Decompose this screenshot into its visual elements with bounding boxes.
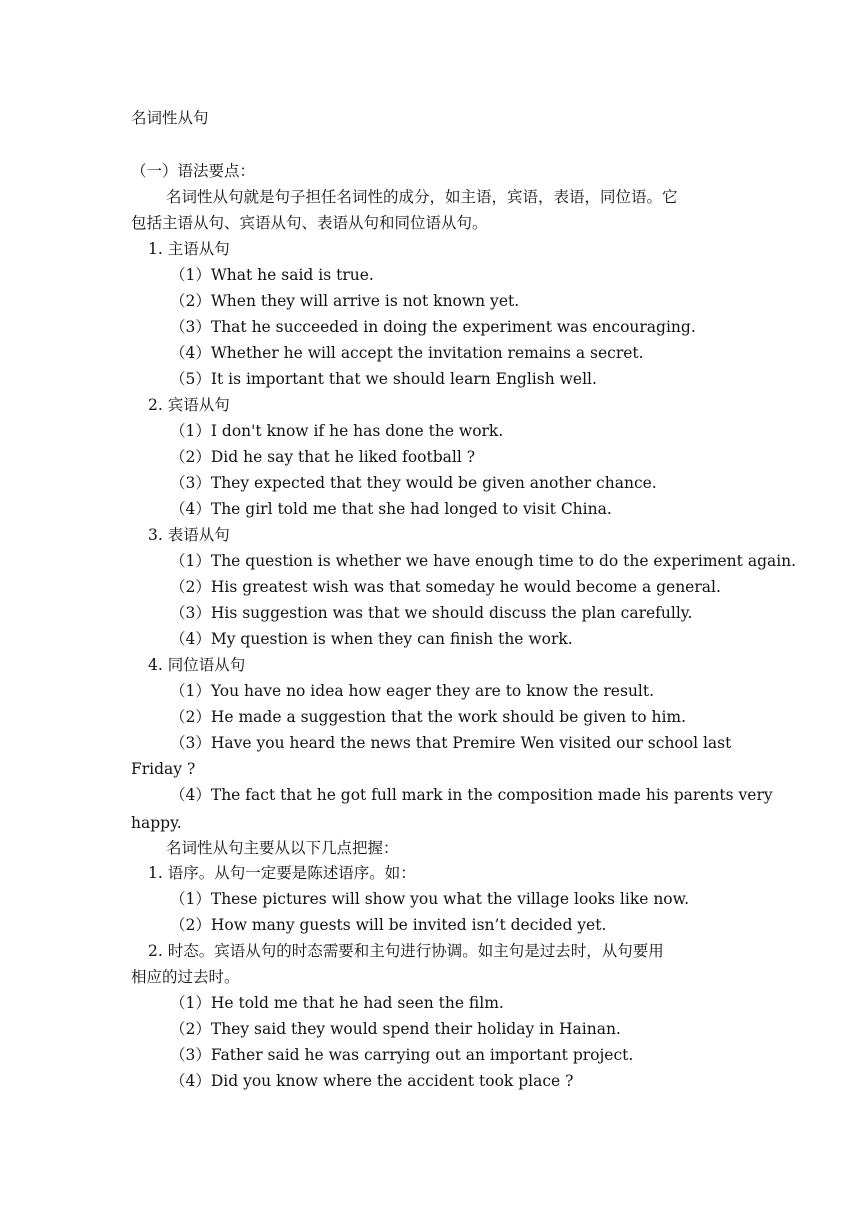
subject-clause-heading: 1. 主语从句	[148, 240, 230, 258]
tense-heading: 2. 时态。宾语从句的时态需要和主句进行协调。如主句是过去时，从句要用	[148, 942, 664, 960]
example-sentence: （3）They expected that they would be given another chance.	[170, 474, 657, 492]
example-sentence: （4）Whether he will accept the invitation remains a secret.	[170, 344, 644, 362]
document-title: 名词性从句	[131, 109, 209, 127]
example-sentence: （2）His greatest wish was that someday he would become a general.	[170, 578, 721, 596]
tense-heading-continuation: 相应的过去时。	[131, 968, 240, 986]
example-sentence: （1）You have no idea how eager they are to know the result.	[170, 682, 655, 700]
example-sentence: （3）That he succeeded in doing the experiment was encouraging.	[170, 318, 696, 336]
predicative-clause-heading: 3. 表语从句	[148, 526, 230, 544]
appositive-clause-heading: 4. 同位语从句	[148, 656, 246, 674]
example-sentence: （4）The girl told me that she had longed to visit China.	[170, 500, 612, 518]
example-sentence: （4）The fact that he got full mark in the composition made his parents very	[170, 786, 773, 804]
example-sentence: （2）Did he say that he liked football ?	[170, 448, 476, 466]
example-sentence: （1）These pictures will show you what the village looks like now.	[170, 890, 689, 908]
example-sentence: （3）His suggestion was that we should discuss the plan carefully.	[170, 604, 693, 622]
example-sentence: （2）When they will arrive is not known yet.	[170, 292, 520, 310]
object-clause-heading: 2. 宾语从句	[148, 396, 230, 414]
example-sentence: （2）He made a suggestion that the work should be given to him.	[170, 708, 687, 726]
example-sentence: （1）The question is whether we have enough time to do the experiment again.	[170, 552, 797, 570]
example-sentence: （1）What he said is true.	[170, 266, 374, 284]
example-sentence: （4）Did you know where the accident took place ?	[170, 1072, 574, 1090]
example-sentence: （2）How many guests will be invited isn’t decided yet.	[170, 916, 607, 934]
example-sentence-continuation: Friday ?	[131, 760, 196, 778]
key-points-intro: 名词性从句主要从以下几点把握：	[166, 839, 399, 857]
example-sentence: （1）I don't know if he has done the work.	[170, 422, 504, 440]
example-sentence: （4）My question is when they can finish the work.	[170, 630, 573, 648]
example-sentence-continuation: happy.	[131, 814, 182, 832]
example-sentence: （3）Father said he was carrying out an important project.	[170, 1046, 634, 1064]
example-sentence: （3）Have you heard the news that Premire Wen visited our school last	[170, 734, 732, 752]
word-order-heading: 1. 语序。从句一定要是陈述语序。如：	[148, 864, 416, 882]
section-heading: （一）语法要点：	[131, 162, 256, 180]
intro-paragraph-line: 包括主语从句、宾语从句、表语从句和同位语从句。	[131, 214, 488, 232]
example-sentence: （5）It is important that we should learn English well.	[170, 370, 597, 388]
example-sentence: （1）He told me that he had seen the film.	[170, 994, 504, 1012]
example-sentence: （2）They said they would spend their holiday in Hainan.	[170, 1020, 621, 1038]
intro-paragraph-line: 名词性从句就是句子担任名词性的成分，如主语，宾语，表语，同位语。它	[166, 188, 678, 206]
